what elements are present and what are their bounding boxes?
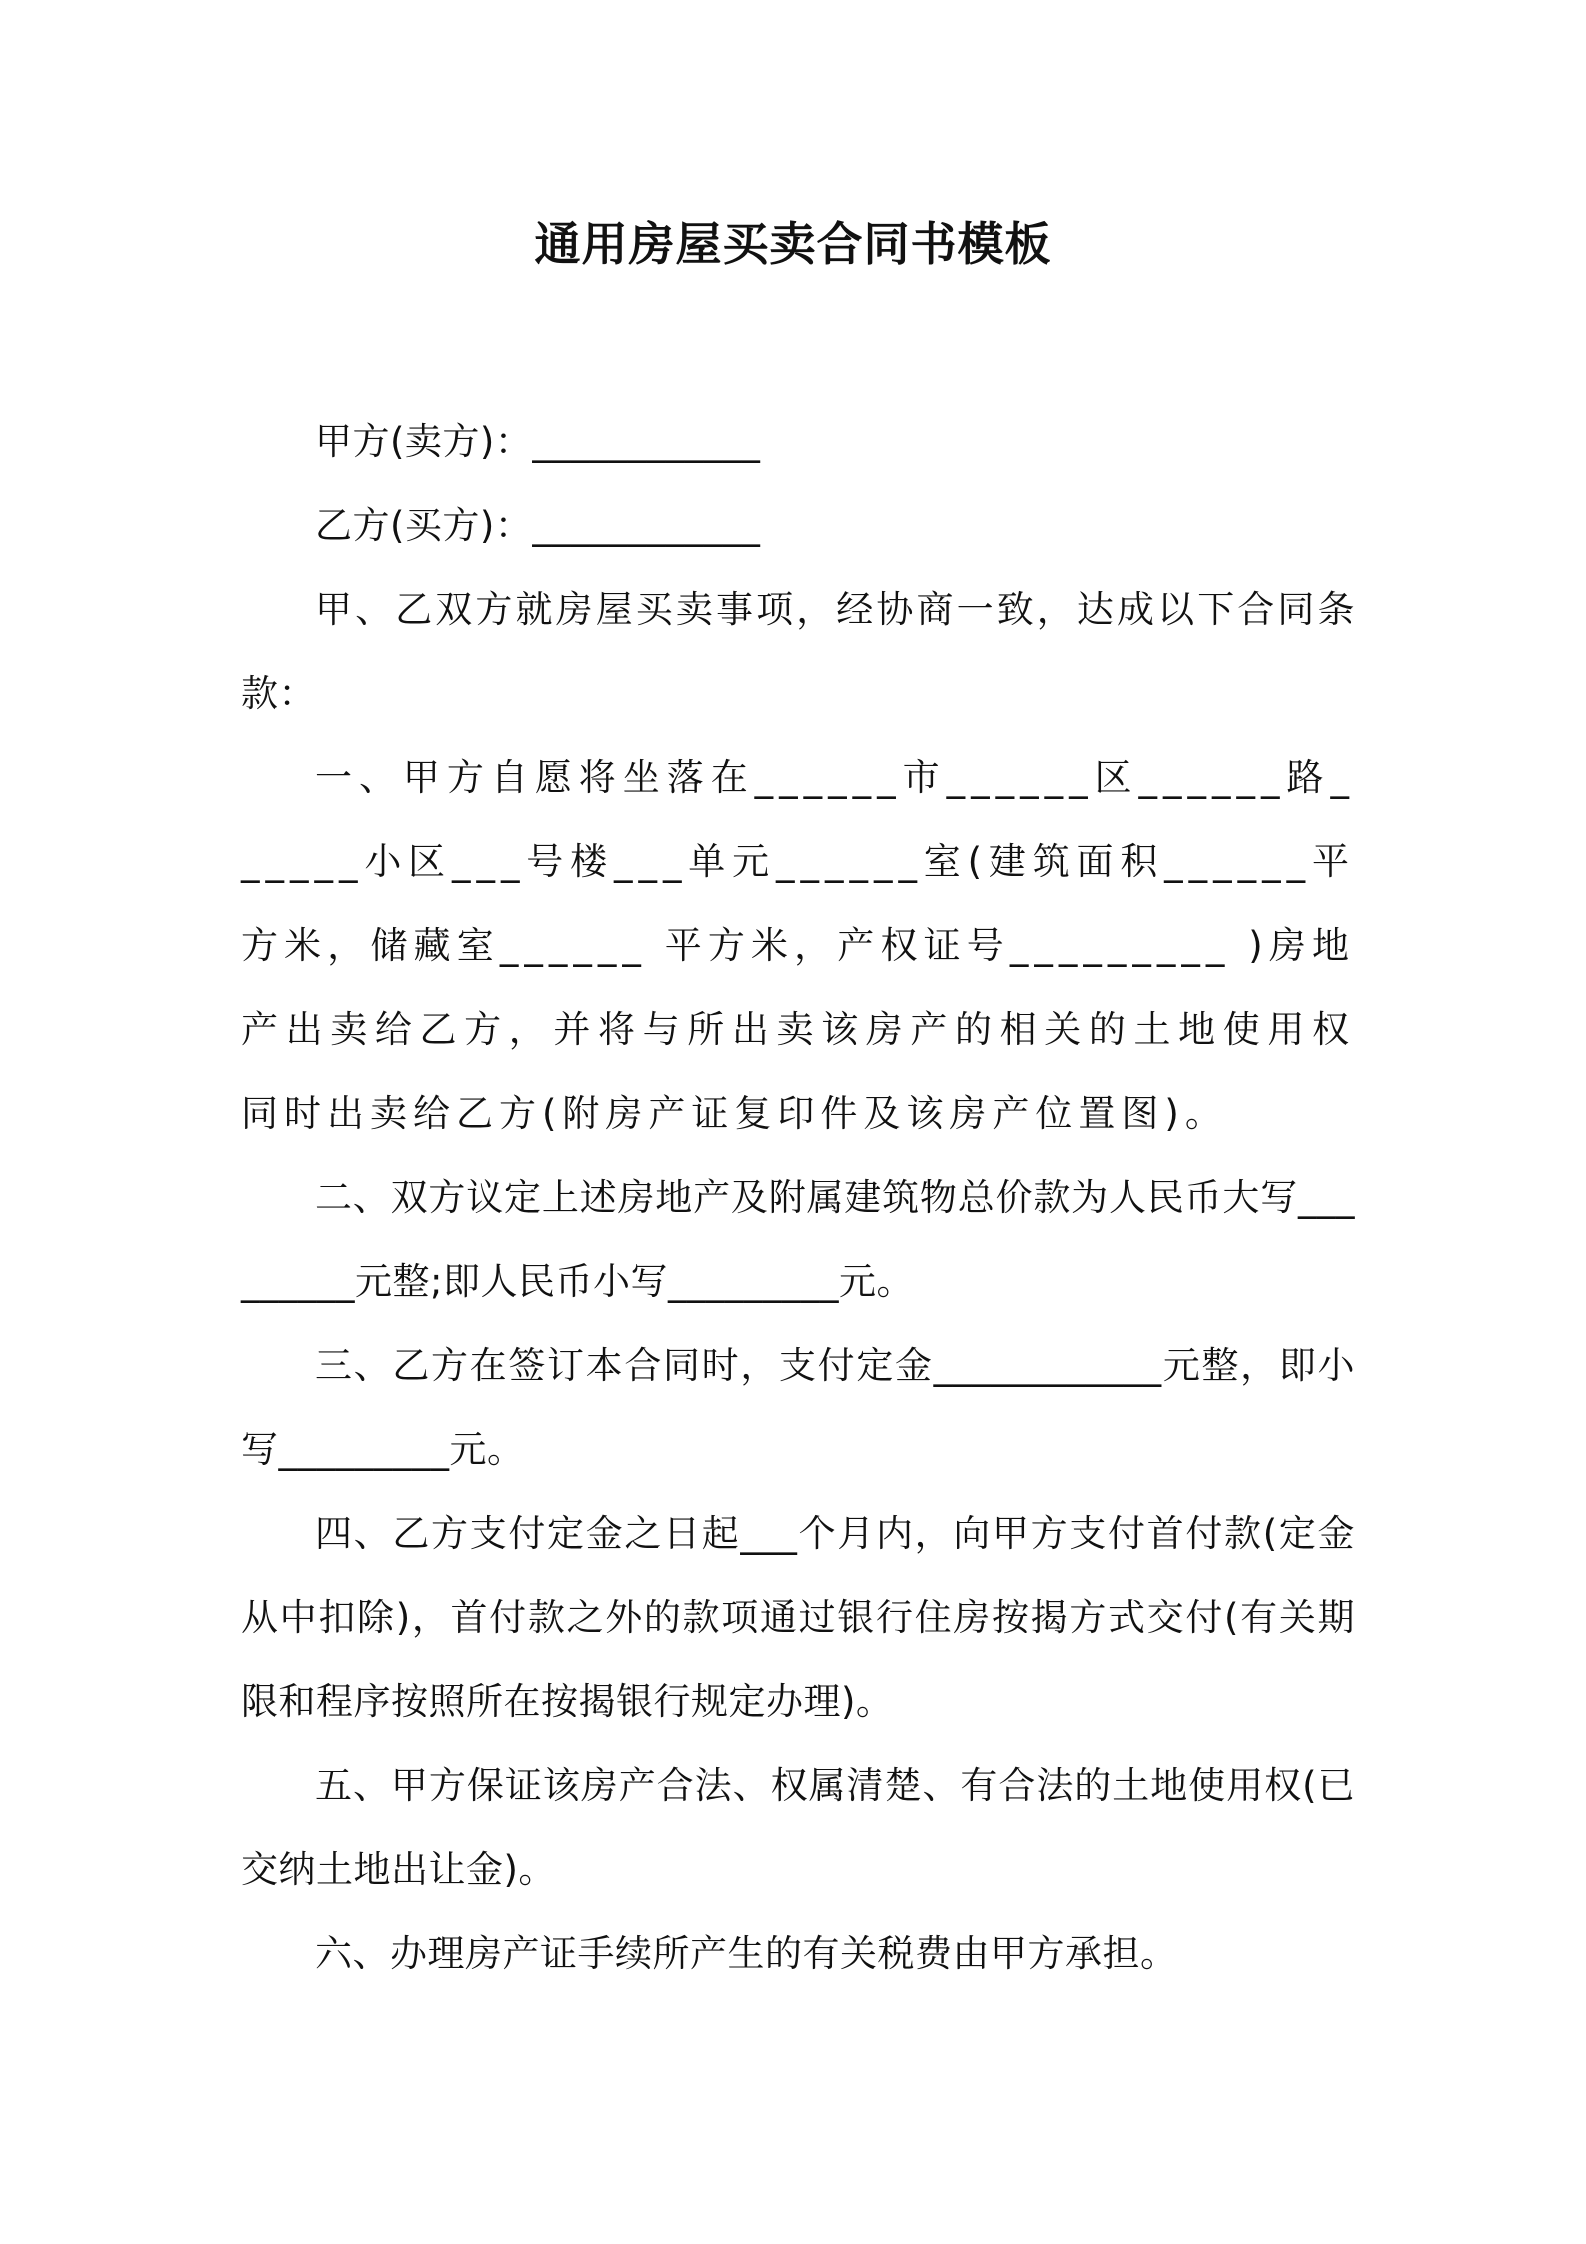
clause-5: 五、甲方保证该房产合法、权属清楚、有合法的土地使用权(已交纳土地出让金)。 [241,1764,1355,1891]
clause-1: 一、甲方自愿将坐落在______市______区______路______小区___号楼___单元______室(建筑面积______平方米，储藏室______ 平方米，产权证号_________ )房地产出卖给乙方，并将与所出卖该房产的相关的土地使用权同时出卖给乙方(附房产证复印件及该房产位置图)。 [241,756,1355,1135]
document-title: 通用房屋买卖合同书模板 [534,217,1052,271]
seller-line: 甲方(卖方)：____________ [315,420,761,463]
document-body [241,400,1355,1996]
buyer-line: 乙方(买方)：____________ [315,504,761,547]
clause-4: 四、乙方支付定金之日起___个月内，向甲方支付首付款(定金从中扣除)，首付款之外的款项通过银行住房按揭方式交付(有关期限和程序按照所在按揭银行规定办理)。 [241,1512,1355,1723]
clause-3: 三、乙方在签订本合同时，支付定金____________元整，即小写_________元。 [241,1344,1355,1471]
intro-paragraph: 甲、乙双方就房屋买卖事项，经协商一致，达成以下合同条款： [241,588,1355,715]
clause-6: 六、办理房产证手续所产生的有关税费由甲方承担。 [315,1932,1178,1975]
clause-2: 二、双方议定上述房地产及附属建筑物总价款为人民币大写_________元整;即人民币小写_________元。 [241,1176,1355,1303]
